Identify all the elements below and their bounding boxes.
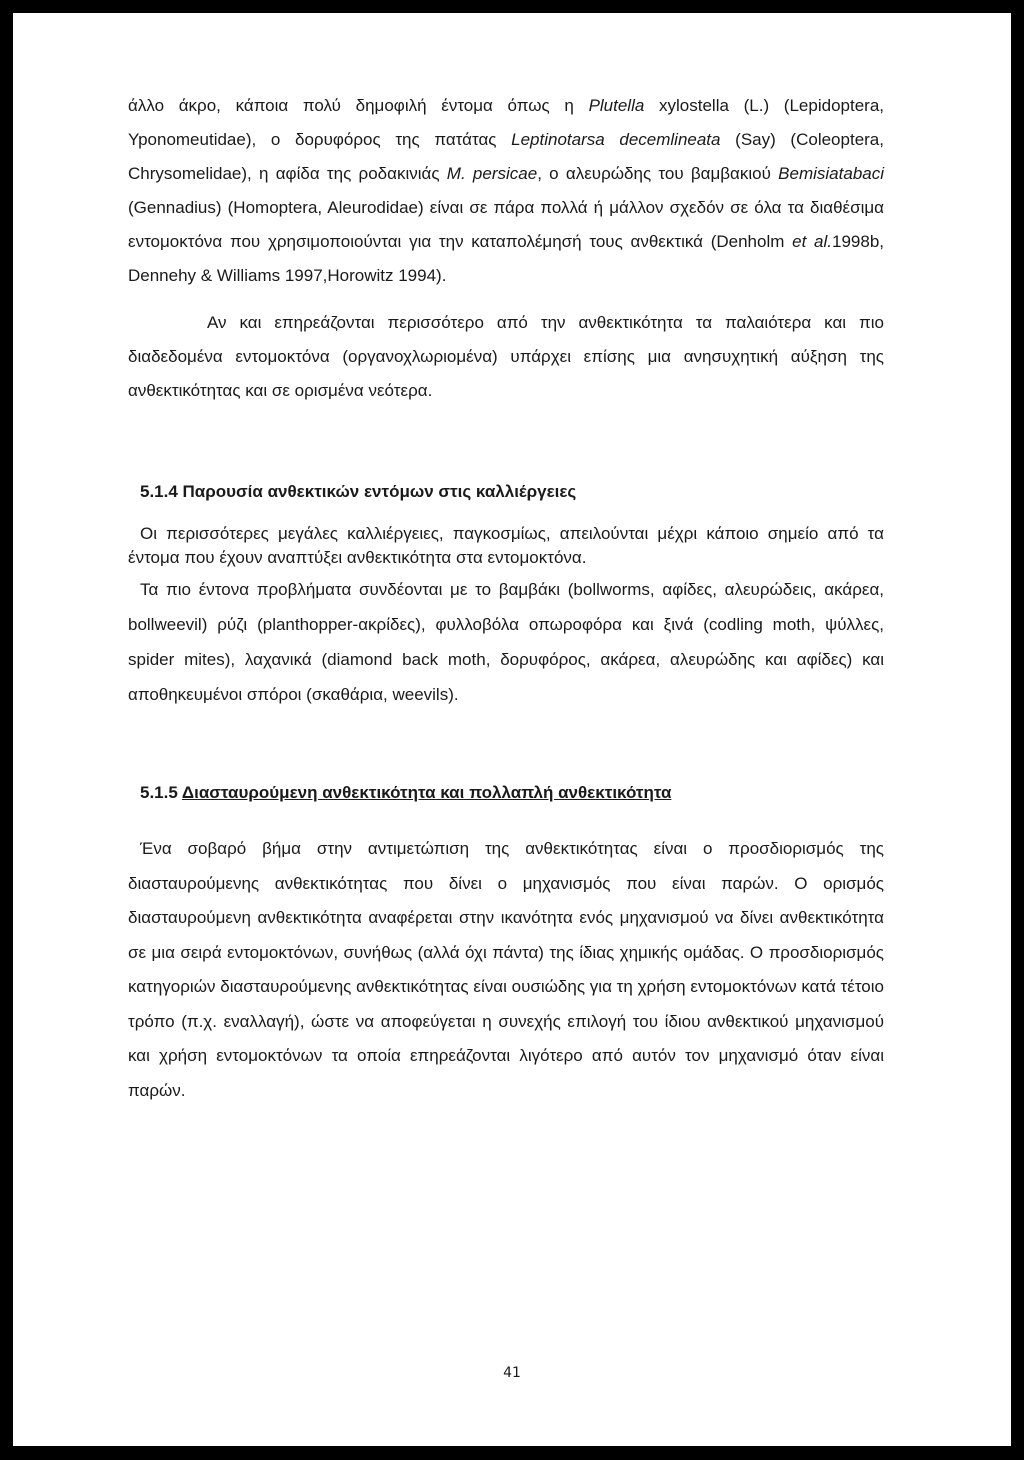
heading-number: 5.1.5 xyxy=(140,783,182,802)
text-run: 1998b, Dennehy & Williams 1997,Horowitz 1994). xyxy=(128,232,885,285)
text-run: (Gennadius) (Homoptera, Aleurodidae) είναι σε πάρα πολλά ή μάλλον σχεδόν σε όλα τα διαθέσιμα εντομοκτόνα που χρησιμοποιούνται για την καταπολέμησή τους ανθεκτικά (Denholm xyxy=(128,198,884,251)
paragraph-crop-problems: Τα πιο έντονα προβλήματα συνδέονται με το βαμβάκι (bollworms, αφίδες, αλευρώδεις, ακάρεα, bollweevil) ρύζι (planthopper-ακρίδες), φυλλοβόλα οπωροφόρα και ξινά (codling moth, ψύλλες, spider mites), λαχανικά (diamond back moth, δορυφόρος, ακάρεα, αλευρώδης και αφίδες) και αποθηκευμένοι σπόροι (σκαθάρια, weevils). xyxy=(128,580,884,704)
page-content xyxy=(128,89,884,1108)
page-number: 41 xyxy=(503,1365,521,1381)
italic-species-name: M. persicae xyxy=(446,164,538,183)
section-heading-5-1-4: 5.1.4 Παρουσία ανθεκτικών εντόμων στις καλλιέργειες xyxy=(140,482,577,501)
text-run: , ο αλευρώδης του βαμβακιού xyxy=(537,164,779,183)
paragraph-resistant-insects xyxy=(128,89,884,293)
text-run: (Say) (Coleoptera, Chrysomelidae), η αφίδα της ροδακινιάς xyxy=(128,130,884,183)
italic-species-name: Bemisiatabaci xyxy=(778,164,884,183)
italic-species-name: Plutella xyxy=(588,96,645,115)
heading-title: Διασταυρούμενη ανθεκτικότητα και πολλαπλή ανθεκτικότητα xyxy=(181,783,672,802)
italic-citation: et al. xyxy=(792,232,833,251)
document-page xyxy=(13,13,1011,1446)
text-run: άλλο άκρο, κάποια πολύ δημοφιλή έντομα όπως η xyxy=(128,96,589,115)
italic-species-name: Leptinotarsa decemlineata xyxy=(511,130,721,149)
paragraph-older-insecticides: Αν και επηρεάζονται περισσότερο από την ανθεκτικότητα τα παλαιότερα και πιο διαδεδομένα εντομοκτόνα (οργανοχλωριομένα) υπάρχει επίσης μια ανησυχητική αύξηση της ανθεκτικότητας και σε ορισμένα νεότερα. xyxy=(128,313,884,400)
section-heading-5-1-5 xyxy=(140,781,884,805)
paragraph-major-crops: Οι περισσότερες μεγάλες καλλιέργειες, παγκοσμίως, απειλούνται μέχρι κάποιο σημείο από τα έντομα που έχουν αναπτύξει ανθεκτικότητα στα εντομοκτόνα. xyxy=(128,524,884,567)
paragraph-cross-resistance: Ένα σοβαρό βήμα στην αντιμετώπιση της ανθεκτικότητας είναι ο προσδιορισμός της διασταυρούμενης ανθεκτικότητας που δίνει ο μηχανισμός που είναι παρών. Ο ορισμός διασταυρούμενη ανθεκτικότητα αναφέρεται στην ικανότητα ενός μηχανισμού να δίνει ανθεκτικότητα σε μια σειρά εντομοκτόνων, συνήθως (αλλά όχι πάντα) της ίδιας χημικής ομάδας. Ο προσδιορισμός κατηγοριών διασταυρούμενης ανθεκτικότητας είναι ουσιώδης για τη χρήση εντομοκτόνων κατά τέτοιο τρόπο (π.χ. εναλλαγή), ώστε να αποφεύγεται η συνεχής επιλογή του ίδιου ανθεκτικού μηχανισμού και χρήση εντομοκτόνων τα οποία επηρεάζονται λιγότερο από αυτόν τον μηχανισμό όταν είναι παρών. xyxy=(128,839,884,1100)
text-run: xylostella (L.) (Lepidoptera, Yponomeutidae), ο δορυφόρος της πατάτας xyxy=(128,96,884,149)
